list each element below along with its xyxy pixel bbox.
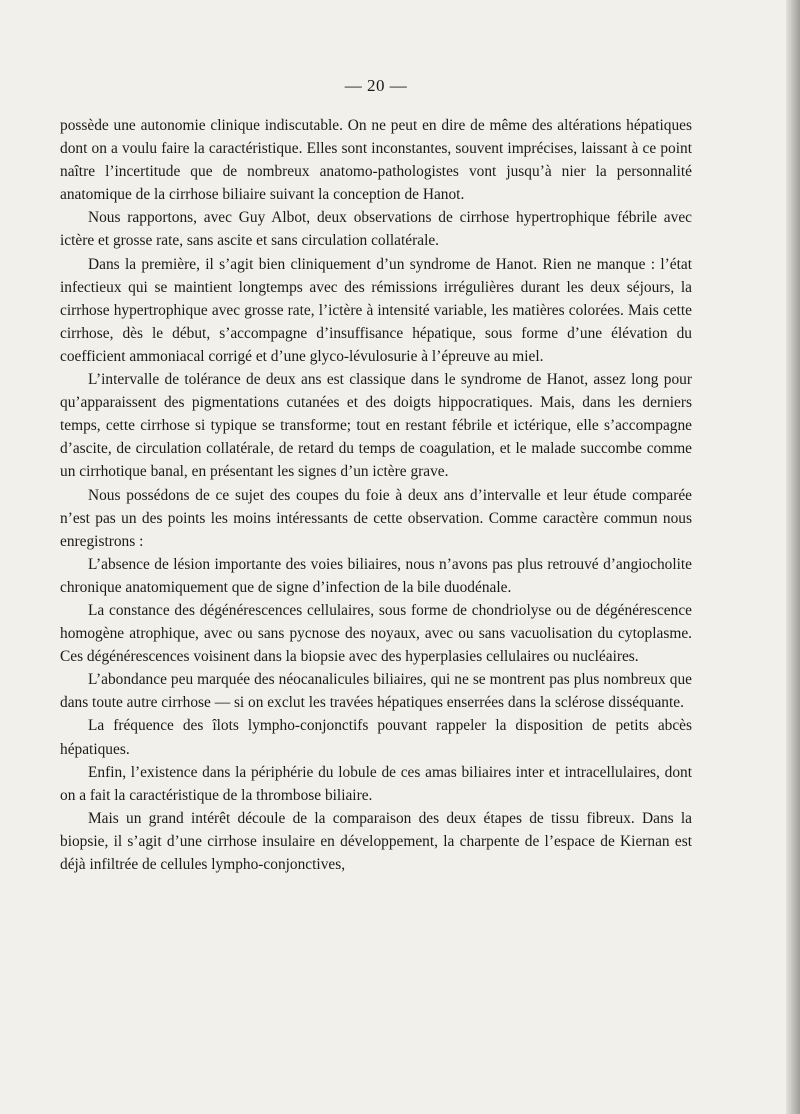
page-number: — 20 — xyxy=(344,76,408,95)
paragraph-4: L’intervalle de tolérance de deux ans est classique dans le syndrome de Hanot, assez long pour qu’apparaissent des pigmentations cutanées et des doigts hippocratiques. Mais, dans les derniers temps, cette cirrhose si typique se transforme; tout en restant fébrile et ictérique, elle s’accompagne d’ascite, de circulation collatérale, de retard du temps de coagulation, et le malade succombe comme un cirrhotique banal, en présentant les signes d’un ictère grave. xyxy=(60,371,692,481)
paragraph-9: La fréquence des îlots lympho-conjonctifs pouvant rappeler la disposition de petits abcès hépatiques. xyxy=(60,717,692,758)
body-text xyxy=(60,114,692,876)
paragraph-3: Dans la première, il s’agit bien cliniquement d’un syndrome de Hanot. Rien ne manque : l’état infectieux qui se maintient longtemps avec des rémissions irrégulières durant les deux séjours, la cirrhose hypertrophique avec grosse rate, l’ictère à intensité variable, les matières colorées. Mais cette cirrhose, dès le début, s’accompagne d’insuffisance hépatique, sous forme d’une élévation du coefficient ammoniacal corrigé et d’une glyco-lévulosurie à l’épreuve au miel. xyxy=(60,255,692,365)
scan-edge xyxy=(786,0,800,1114)
paragraph-7: La constance des dégénérescences cellulaires, sous forme de chondriolyse ou de dégénérescence homogène atrophique, avec ou sans pycnose des noyaux, avec ou sans vacuolisation du cytoplasme. Ces dégénérescences voisinent dans la biopsie avec des hyperplasies cellulaires ou nucléaires. xyxy=(60,601,692,666)
paragraph-5: Nous possédons de ce sujet des coupes du foie à deux ans d’intervalle et leur étude comparée n’est pas un des points les moins intéressants de cette observation. Comme caractère commun nous enregistrons : xyxy=(60,486,692,550)
paragraph-2: Nous rapportons, avec Guy Albot, deux observations de cirrhose hypertrophique fébrile avec ictère et grosse rate, sans ascite et sans circulation collatérale. xyxy=(60,209,692,250)
paragraph-8: L’abondance peu marquée des néocanalicules biliaires, qui ne se montrent pas plus nombreux que dans toute autre cirrhose — si on exclut les travées hépatiques enserrées dans la sclérose disséquante. xyxy=(60,671,692,712)
paragraph-1: possède une autonomie clinique indiscutable. On ne peut en dire de même des altérations hépatiques dont on a voulu faire la caractéristique. Elles sont inconstantes, souvent imprécises, laissant à ce point naître l’incertitude que de nombreux anatomo-pathologistes vont jusqu’à nier la personnalité anatomique de la cirrhose biliaire suivant la conception de Hanot. xyxy=(60,117,692,204)
paragraph-6: L’absence de lésion importante des voies biliaires, nous n’avons pas plus retrouvé d’angiocholite chronique anatomiquement que de signe d’infection de la bile duodénale. xyxy=(60,555,692,596)
paragraph-10: Enfin, l’existence dans la périphérie du lobule de ces amas biliaires inter et intracellulaires, dont on a fait la caractéristique de la thrombose biliaire. xyxy=(60,763,692,804)
paragraph-11: Mais un grand intérêt découle de la comparaison des deux étapes de tissu fibreux. Dans la biopsie, il s’agit d’une cirrhose insulaire en développement, la charpente de l’espace de Kiernan est déjà infiltrée de cellules lympho-conjonctives, xyxy=(60,809,692,873)
